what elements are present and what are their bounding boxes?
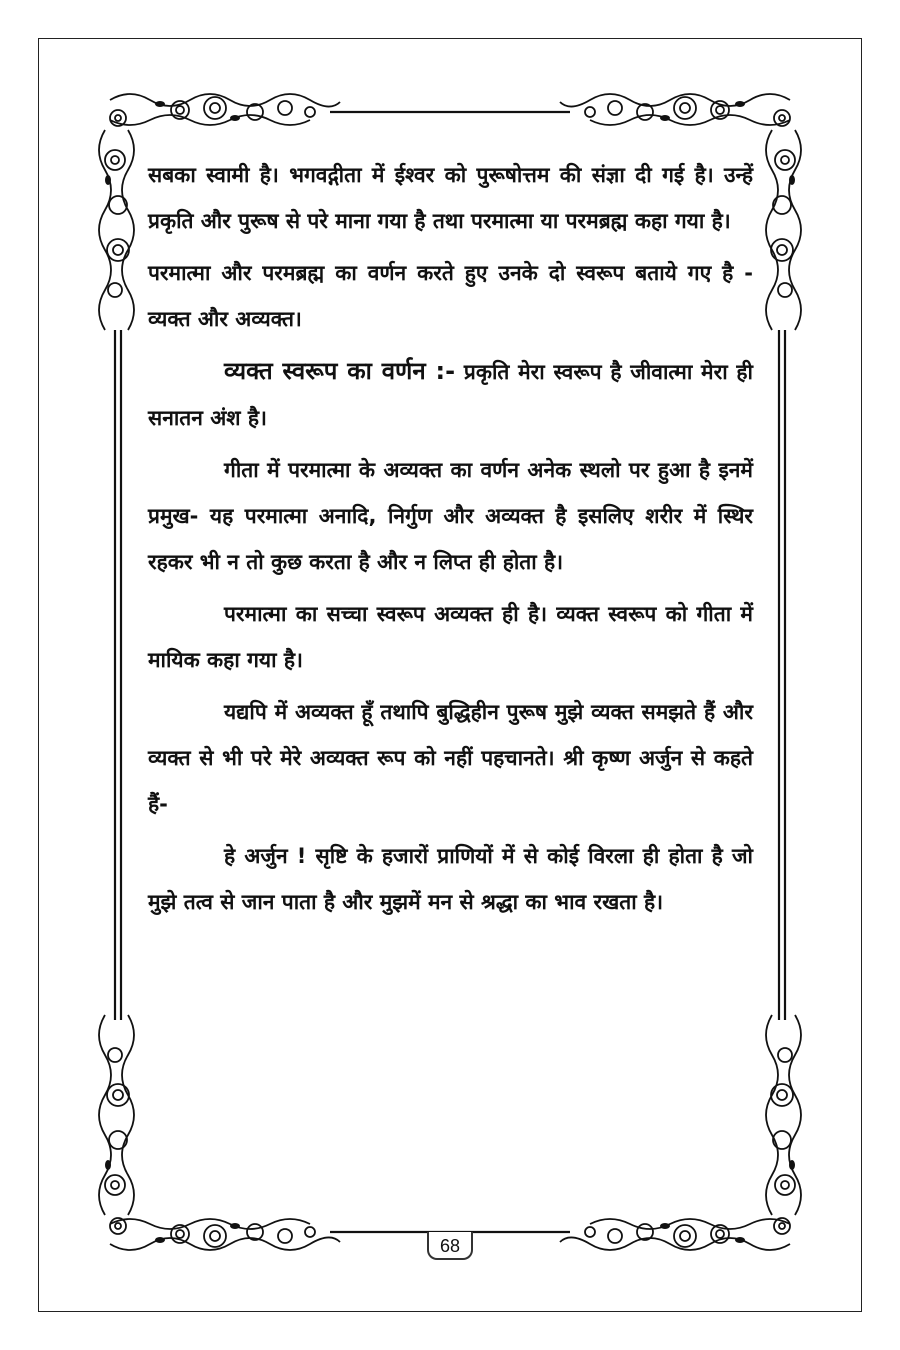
paragraph [148,348,753,441]
section-heading: व्यक्त स्वरूप का वर्णन :- [224,357,456,385]
bottom-left-flourish [99,1015,340,1250]
paragraph: हे अर्जुन ! सृष्टि के हजारों प्राणियों में से कोई विरला ही होता है जो मुझे तत्व से जान पाता है और मुझमें मन से श्रद्धा का भाव रखता है। [148,844,753,914]
paragraph: परमात्मा और परमब्रह्म का वर्णन करते हुए उनके दो स्वरूप बताये गए है - व्यक्त और अव्यक्त। [148,261,753,331]
paragraph: परमात्मा का सच्चा स्वरूप अव्यक्त ही है। व्यक्त स्वरूप को गीता में मायिक कहा गया है। [148,602,753,672]
bottom-right-flourish [560,1015,801,1250]
paragraph: यद्यपि में अव्यक्त हूँ तथापि बुद्धिहीन पुरूष मुझे व्यक्त समझते हैं और व्यक्त से भी परे मेरे अव्यक्त रूप को नहीं पहचानते। श्री कृष्ण अर्जुन से कहते हैं- [148,700,753,816]
page-body-text [148,152,753,931]
paragraph-text: प्रकृति मेरा स्वरूप है जीवात्मा मेरा ही सनातन अंश है। [148,360,754,430]
page-number: 68 [427,1232,473,1260]
paragraph: गीता में परमात्मा के अव्यक्त का वर्णन अनेक स्थलो पर हुआ है इनमें प्रमुख- यह परमात्मा अनादि, निर्गुण और अव्यक्त है इसलिए शरीर में स्थिर रहकर भी न तो कुछ करता है और न लिप्त ही होता है। [148,458,753,574]
paragraph: सबका स्वामी है। भगवद्गीता में ईश्वर को पुरूषोत्तम की संज्ञा दी गई है। उन्हें प्रकृति और पुरूष से परे माना गया है तथा परमात्मा या परमब्रह्म कहा गया है। [148,163,753,233]
